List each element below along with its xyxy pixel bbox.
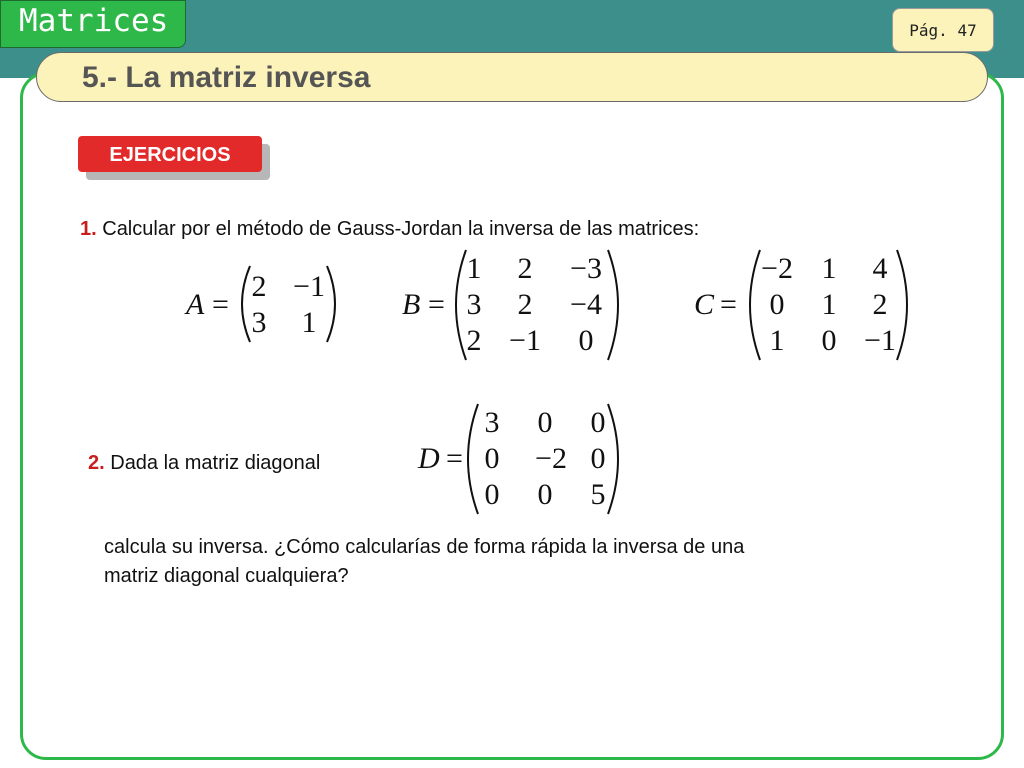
- matrix-a-cell: −1: [293, 270, 325, 303]
- problem-1-text: Calcular por el método de Gauss-Jordan la inversa de las matrices:: [96, 218, 700, 240]
- matrix-b-cell: 0: [578, 324, 594, 357]
- matrix-b-cell: −4: [570, 288, 602, 321]
- matrix-c-cell: 1: [821, 288, 837, 321]
- matrix-d-cell: 3: [484, 406, 500, 439]
- matrix-b-cell: 2: [466, 324, 482, 357]
- matrix-d-cell: 0: [590, 442, 606, 475]
- matrix-d-equals: =: [446, 442, 463, 475]
- matrix-b-cell: 2: [517, 252, 533, 285]
- matrix-c-equals: =: [720, 288, 737, 321]
- matrix-d-cell: 0: [537, 406, 553, 439]
- matrix-d-cell: 0: [484, 478, 500, 511]
- matrix-d-label: D: [418, 442, 440, 475]
- matrix-d-cell: 0: [537, 478, 553, 511]
- matrix-d-cell: 0: [484, 442, 500, 475]
- matrix-b-cell: 1: [466, 252, 482, 285]
- matrix-b-cell: −3: [570, 252, 602, 285]
- problem-2-followup-line-1: calcula su inversa. ¿Cómo calcularías de forma rápida la inversa de una: [104, 536, 745, 558]
- matrix-d-cell: 0: [590, 406, 606, 439]
- problem-2-text: Dada la matriz diagonal: [104, 452, 321, 474]
- problem-2-followup-line-2: matriz diagonal cualquiera?: [104, 565, 349, 587]
- matrix-d-cell: 5: [590, 478, 606, 511]
- page-title: 5.- La matriz inversa: [82, 61, 371, 94]
- matrix-c-cell: 2: [872, 288, 888, 321]
- matrix-a-cell: 1: [301, 306, 317, 339]
- problem-2: [88, 452, 320, 475]
- matrix-c-cell: 4: [872, 252, 888, 285]
- problem-1-number: 1.: [80, 218, 97, 240]
- matrix-c-label: C: [694, 288, 715, 321]
- exercises-badge-label: EJERCICIOS: [109, 144, 231, 166]
- problem-2-followup: [104, 533, 744, 591]
- brand-title: Matrices: [19, 3, 169, 39]
- matrix-a-label: A: [186, 288, 205, 321]
- page-number: Pág. 47: [909, 21, 977, 40]
- matrix-a-cell: 3: [251, 306, 267, 339]
- matrix-b-equals: =: [428, 288, 445, 321]
- matrix-a-cell: 2: [251, 270, 267, 303]
- matrix-b-cell: −1: [509, 324, 541, 357]
- matrix-c-cell: 1: [769, 324, 785, 357]
- matrix-a-equals: =: [212, 288, 229, 321]
- matrix-b-label: B: [402, 288, 421, 321]
- matrix-c-cell: 0: [821, 324, 837, 357]
- matrix-d-cell: −2: [535, 442, 567, 475]
- matrix-c-cell: 0: [769, 288, 785, 321]
- problem-2-number: 2.: [88, 452, 105, 474]
- matrix-c-cell: −2: [761, 252, 793, 285]
- matrix-b-right-paren: [608, 250, 618, 360]
- matrix-b-cell: 3: [466, 288, 482, 321]
- matrix-c-cell: 1: [821, 252, 837, 285]
- matrix-b-cell: 2: [517, 288, 533, 321]
- matrix-c-cell: −1: [864, 324, 896, 357]
